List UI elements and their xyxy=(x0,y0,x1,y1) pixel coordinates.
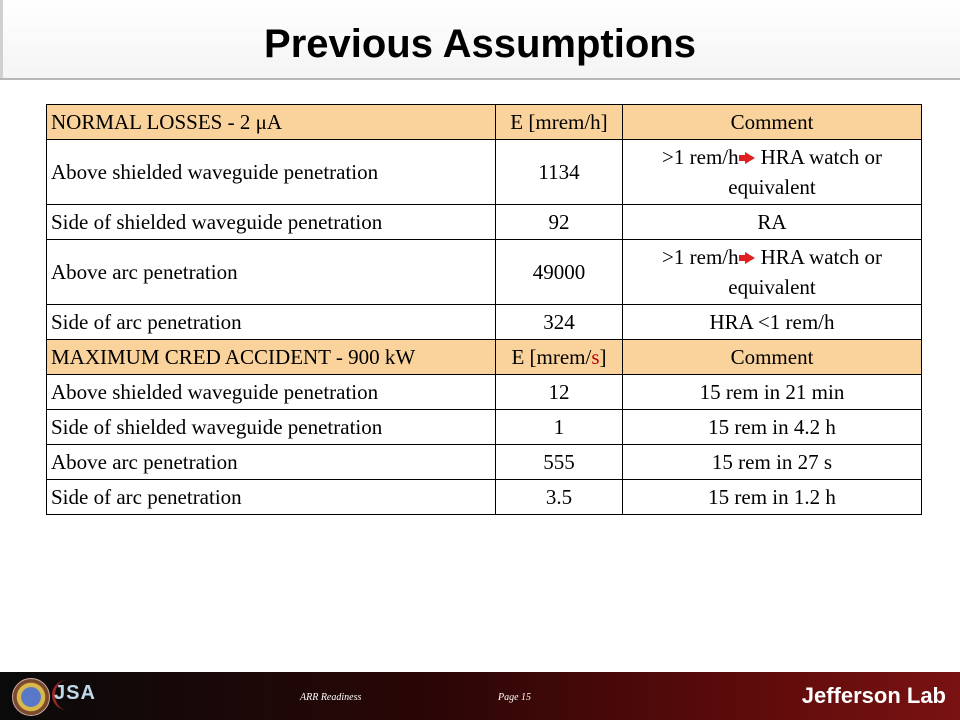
header-cell-comment: Comment xyxy=(623,105,922,140)
cell-comment: 15 rem in 27 s xyxy=(623,445,922,480)
header-cell-location: MAXIMUM CRED ACCIDENT - 900 kW xyxy=(47,340,496,375)
header-cell-dose: E [mrem/h] xyxy=(496,105,623,140)
cell-comment: RA xyxy=(623,205,922,240)
footer-presentation-name: ARR Readiness xyxy=(300,692,362,703)
footer-page-number: Page 15 xyxy=(498,692,532,703)
slide-title: Previous Assumptions xyxy=(264,22,696,66)
normal-losses-header-row xyxy=(47,105,922,140)
cell-location: Side of arc penetration xyxy=(47,480,496,515)
cell-comment xyxy=(623,140,922,205)
table-row xyxy=(47,445,922,480)
cell-location: Above shielded waveguide penetration xyxy=(47,140,496,205)
cell-location: Above arc penetration xyxy=(47,445,496,480)
cell-dose: 12 xyxy=(496,375,623,410)
jsa-logo: JSA xyxy=(54,682,96,704)
table-row xyxy=(47,140,922,205)
cell-dose: 1134 xyxy=(496,140,623,205)
comment-part: >1 rem/h xyxy=(662,145,739,169)
cell-comment: 15 rem in 21 min xyxy=(623,375,922,410)
cell-dose: 555 xyxy=(496,445,623,480)
accident-header-row xyxy=(47,340,922,375)
doe-seal-icon xyxy=(12,678,50,716)
cell-location: Side of shielded waveguide penetration xyxy=(47,410,496,445)
dose-unit-seconds: s xyxy=(591,345,600,369)
comment-part: HRA watch or equivalent xyxy=(728,245,882,299)
table-row xyxy=(47,205,922,240)
arrow-right-icon xyxy=(745,252,755,264)
cell-comment: 15 rem in 1.2 h xyxy=(623,480,922,515)
table-row xyxy=(47,375,922,410)
jefferson-lab-logo: Jefferson Lab xyxy=(801,683,946,708)
assumptions-table xyxy=(46,104,922,515)
comment-part: >1 rem/h xyxy=(662,245,739,269)
table-row xyxy=(47,305,922,340)
dose-unit-suffix: ] xyxy=(599,345,607,369)
header-cell-dose xyxy=(496,340,623,375)
dose-unit-prefix: E [mrem/ xyxy=(511,345,592,369)
footer-bar xyxy=(0,672,960,720)
cell-location: Side of arc penetration xyxy=(47,305,496,340)
cell-dose: 3.5 xyxy=(496,480,623,515)
table-row xyxy=(47,240,922,305)
cell-location: Above arc penetration xyxy=(47,240,496,305)
comment-part: HRA watch or equivalent xyxy=(728,145,882,199)
title-bar xyxy=(0,0,960,80)
cell-location: Side of shielded waveguide penetration xyxy=(47,205,496,240)
table-row xyxy=(47,410,922,445)
cell-dose: 1 xyxy=(496,410,623,445)
cell-dose: 49000 xyxy=(496,240,623,305)
cell-comment xyxy=(623,240,922,305)
arrow-right-icon xyxy=(745,152,755,164)
cell-dose: 92 xyxy=(496,205,623,240)
table-row xyxy=(47,480,922,515)
cell-comment: HRA <1 rem/h xyxy=(623,305,922,340)
header-cell-location: NORMAL LOSSES - 2 μA xyxy=(47,105,496,140)
cell-location: Above shielded waveguide penetration xyxy=(47,375,496,410)
header-cell-comment: Comment xyxy=(623,340,922,375)
cell-dose: 324 xyxy=(496,305,623,340)
cell-comment: 15 rem in 4.2 h xyxy=(623,410,922,445)
